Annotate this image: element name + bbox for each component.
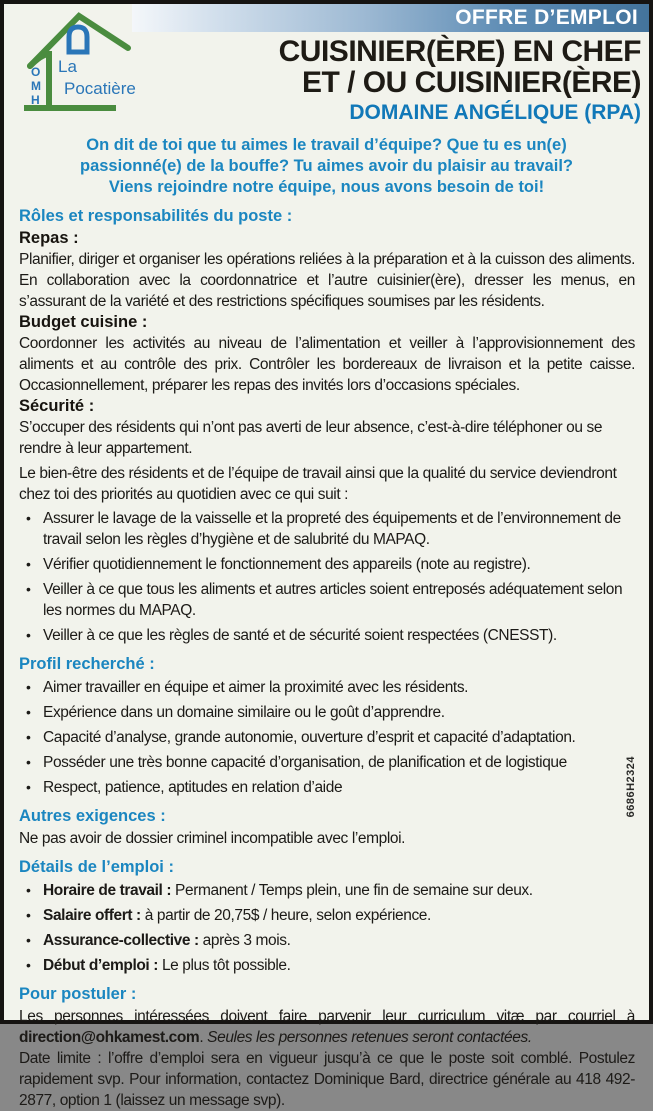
list-item [19,880,635,901]
intro-line: Viens rejoindre notre équipe, nous avons besoin de toi! [108,178,545,196]
section-heading-details: Détails de l’emploi : [19,858,174,876]
roles-bullet-list [19,508,635,646]
details-bullet-list [19,880,635,976]
list-item [19,955,635,976]
detail-value: Permanent / Temps plein, une fin de semaine sur deux. [175,882,533,899]
repas-text: Planifier, diriger et organiser les opérations reliées à la préparation et à la cuisson des aliments. En collaboration avec la coordonnatrice et l’autre cuisinier(ère), dresser les menus, en s’assurant de la variété et des restrictions spécifiques soumises par les résidents. [19,251,635,310]
bienetre-text: Le bien-être des résidents et de l’équipe de travail ainsi que la qualité du service deviendront chez toi des priorités au quotidien avec ce qui suit : [19,465,617,503]
svg-text:Pocatière: Pocatière [64,79,136,98]
detail-value: à partir de 20,75$ / heure, selon expérience. [144,907,431,924]
apply-instructions [19,1006,635,1048]
svg-text:O: O [31,65,41,79]
exigences-text: Ne pas avoir de dossier criminel incompatible avec l’emploi. [19,830,406,847]
intro-pitch [4,135,649,198]
detail-label: Assurance-collective : [43,932,199,949]
job-title-line-2: ET / OU CUISINIER(ÈRE) [301,66,641,99]
employer-subtitle: DOMAINE ANGÉLIQUE (RPA) [349,101,641,124]
svg-text:La: La [58,57,77,76]
door-icon [69,27,87,52]
intro-line: passionné(e) de la bouffe? Tu aimes avoir du plaisir au travail? [80,157,573,175]
list-item: • Capacité d’analyse, grande autonomie, ouverture d’esprit et capacité d’adaptation. [19,727,635,748]
profil-bullet-list [19,677,635,798]
detail-label: Début d’emploi : [43,957,159,974]
detail-value: Le plus tôt possible. [161,957,291,974]
apply-note-italic: Seules les personnes retenues seront contactées. [207,1029,532,1046]
section-heading-profil: Profil recherché : [19,655,155,673]
omh-logo [16,10,140,118]
detail-label: Horaire de travail : [43,882,172,899]
svg-text:M: M [31,79,41,93]
list-item: • Veiller à ce que les règles de santé et de sécurité soient respectées (CNESST). [19,625,635,646]
securite-label: Sécurité : [19,397,95,415]
budget-text: Coordonner les activités au niveau de l’alimentation et veiller à l’approvisionnement des aliments et au contrôle des prix. Contrôler les bordereaux de livraison et la petite caisse. Occasionnellement, préparer les repas des invités lors d’occasions spéciales. [19,335,635,394]
budget-label: Budget cuisine : [19,313,148,331]
intro-line: On dit de toi que tu aimes le travail d’équipe? Que tu es un(e) [86,136,567,154]
contact-email[interactable]: direction@ohkamest.com [19,1029,200,1046]
list-item [19,905,635,926]
section-heading-roles: Rôles et responsabilités du poste : [19,207,293,225]
apply-text: Les personnes intéressées doivent faire parvenir leur curriculum vitæ par courriel à [19,1008,635,1025]
deadline-text: Date limite : l’offre d’emploi sera en vigueur jusqu’à ce que le poste soit comblé. Postulez rapidement svp. Pour information, contactez Dominique Bard, directrice générale au 418 492-2877, option 1 (laissez un message svp). [19,1050,635,1109]
list-item: • Vérifier quotidiennement le fonctionnement des appareils (note au registre). [19,554,635,575]
section-heading-postuler: Pour postuler : [19,985,137,1003]
list-item: • Assurer le lavage de la vaisselle et la propreté des équipements et de l’environnement de travail selon les règles d’hygiène et de salubrité du MAPAQ. [19,508,635,550]
repas-label: Repas : [19,229,79,247]
detail-label: Salaire offert : [43,907,141,924]
detail-value: après 3 mois. [202,932,291,949]
house-logo-icon [16,10,140,118]
offer-banner-label: OFFRE D’EMPLOI [455,6,638,29]
posting-body [4,206,649,1111]
list-item: • Respect, patience, aptitudes en relation d’aide [19,777,635,798]
list-item: • Veiller à ce que tous les aliments et autres articles soient entreposés adéquatement selon les normes du MAPAQ. [19,579,635,621]
securite-text: S’occuper des résidents qui n’ont pas averti de leur absence, c’est-à-dire téléphoner ou se rendre à leur appartement. [19,419,603,457]
ad-reference-code: 6686H2324 [625,756,637,818]
svg-text:H: H [31,93,40,107]
apply-period: . [199,1029,204,1046]
job-title-line-1: CUISINIER(ÈRE) EN CHEF [278,35,641,68]
list-item [19,930,635,951]
list-item: • Expérience dans un domaine similaire ou le goût d’apprendre. [19,702,635,723]
logo-roof [30,16,128,66]
list-item: • Aimer travailler en équipe et aimer la proximité avec les résidents. [19,677,635,698]
list-item: • Posséder une très bonne capacité d’organisation, de planification et de logistique [19,752,635,773]
section-heading-exigences: Autres exigences : [19,807,166,825]
offer-banner [132,4,649,32]
